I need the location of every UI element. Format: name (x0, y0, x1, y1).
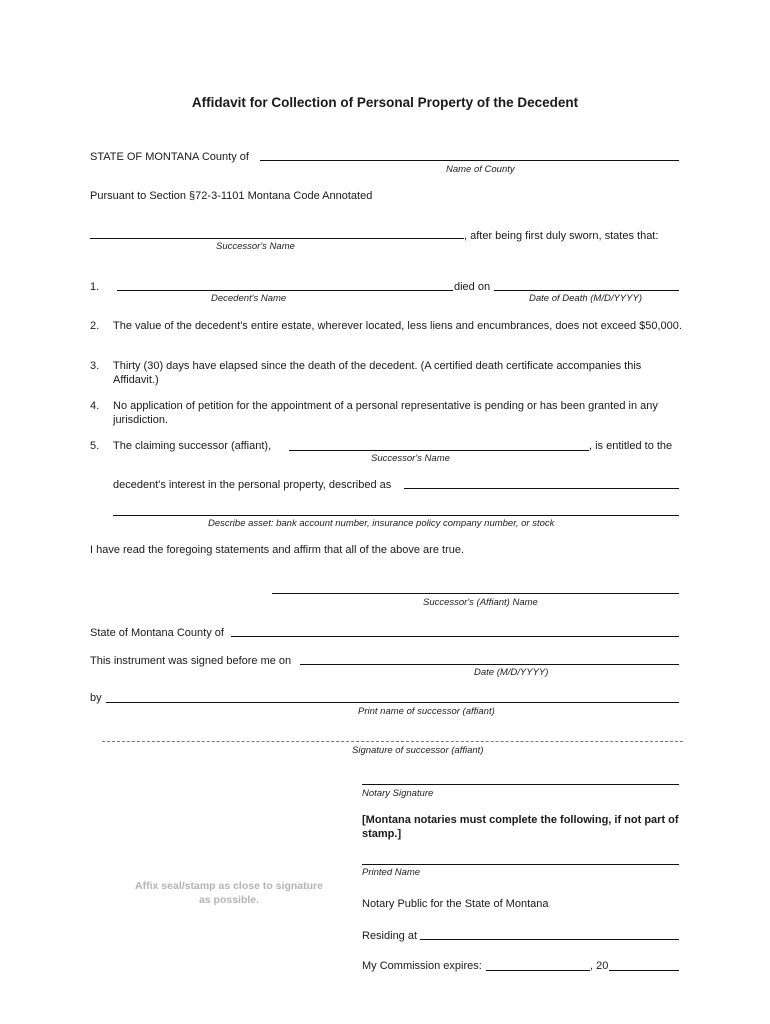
pursuant-text: Pursuant to Section §72-3-1101 Montana Code Annotated (90, 190, 373, 202)
successor-signature-field[interactable] (102, 741, 683, 742)
affirm-statement: I have read the foregoing statements and affirm that all of the above are true. (90, 544, 465, 556)
affiant-name-field[interactable] (272, 593, 679, 594)
printed-name-caption: Printed Name (362, 867, 421, 878)
item-text: No application of petition for the appointment of a personal representative is pending or has been granted in any jurisdiction. (113, 400, 658, 426)
item-number: 1. (90, 281, 100, 293)
commission-label: My Commission expires: (362, 960, 482, 972)
state-county-label: STATE OF MONTANA County of (90, 151, 249, 163)
commission-date-field[interactable] (486, 970, 590, 971)
interest-label: decedent's interest in the personal property, described as (113, 479, 392, 491)
decedent-name-field[interactable] (117, 290, 453, 291)
item-text: Thirty (30) days have elapsed since the death of the decedent. (A certified death certificate accompanies this Affidavit.) (113, 360, 642, 386)
document-title: Affidavit for Collection of Personal Property of the Decedent (191, 95, 579, 110)
residing-at-label: Residing at (362, 930, 418, 942)
item-number: 3. (90, 360, 100, 372)
property-description-field[interactable] (404, 488, 679, 489)
decedent-name-caption: Decedent's Name (211, 293, 287, 304)
signed-before-label: This instrument was signed before me on (90, 655, 292, 667)
residing-at-field[interactable] (420, 939, 679, 940)
item-number: 2. (90, 320, 100, 332)
item-number: 4. (90, 400, 100, 412)
notary-county-field[interactable] (231, 636, 679, 637)
died-on-label: died on (454, 281, 491, 293)
item-text-suffix: , is entitled to the (589, 440, 673, 452)
print-name-caption: Print name of successor (affiant) (358, 706, 495, 717)
date-of-death-field[interactable] (494, 290, 679, 291)
county-name-caption: Name of County (446, 164, 515, 175)
item-text: The claiming successor (affiant), (113, 440, 272, 452)
affiant-name-caption: Successor's (Affiant) Name (423, 597, 538, 608)
notary-county-label: State of Montana County of (90, 627, 224, 639)
seal-instruction: Affix seal/stamp as close to signature as possible. (135, 880, 323, 906)
notary-public-label: Notary Public for the State of Montana (362, 898, 549, 910)
successor-name-caption-2: Successor's Name (371, 453, 450, 464)
notary-notice: [Montana notaries must complete the following, if not part of stamp.] (362, 814, 679, 840)
date-of-death-caption: Date of Death (M/D/YYYY) (529, 293, 642, 304)
item-number: 5. (90, 440, 100, 452)
signing-date-field[interactable] (300, 664, 679, 665)
claiming-successor-field[interactable] (289, 450, 589, 451)
successor-name-caption: Successor's Name (216, 241, 295, 252)
signing-date-caption: Date (M/D/YYYY) (474, 667, 549, 678)
by-label: by (90, 692, 102, 704)
notary-signature-caption: Notary Signature (362, 788, 434, 799)
item-text: The value of the decedent's entire estate, wherever located, less liens and encumbrances, does not exceed $50,000. (113, 320, 682, 332)
successor-name-field[interactable] (90, 238, 464, 239)
signature-caption: Signature of successor (affiant) (352, 745, 484, 756)
notary-signature-field[interactable] (362, 784, 679, 785)
printed-name-field[interactable] (362, 864, 679, 865)
county-name-field[interactable] (260, 160, 679, 161)
asset-caption: Describe asset: bank account number, insurance policy company number, or stock (208, 518, 555, 529)
property-description-field-2[interactable] (113, 515, 679, 516)
commission-year-prefix: , 20 (590, 960, 609, 972)
successor-print-name-field[interactable] (106, 702, 679, 703)
sworn-statement: , after being first duly sworn, states that: (464, 230, 659, 242)
commission-year-field[interactable] (609, 970, 679, 971)
